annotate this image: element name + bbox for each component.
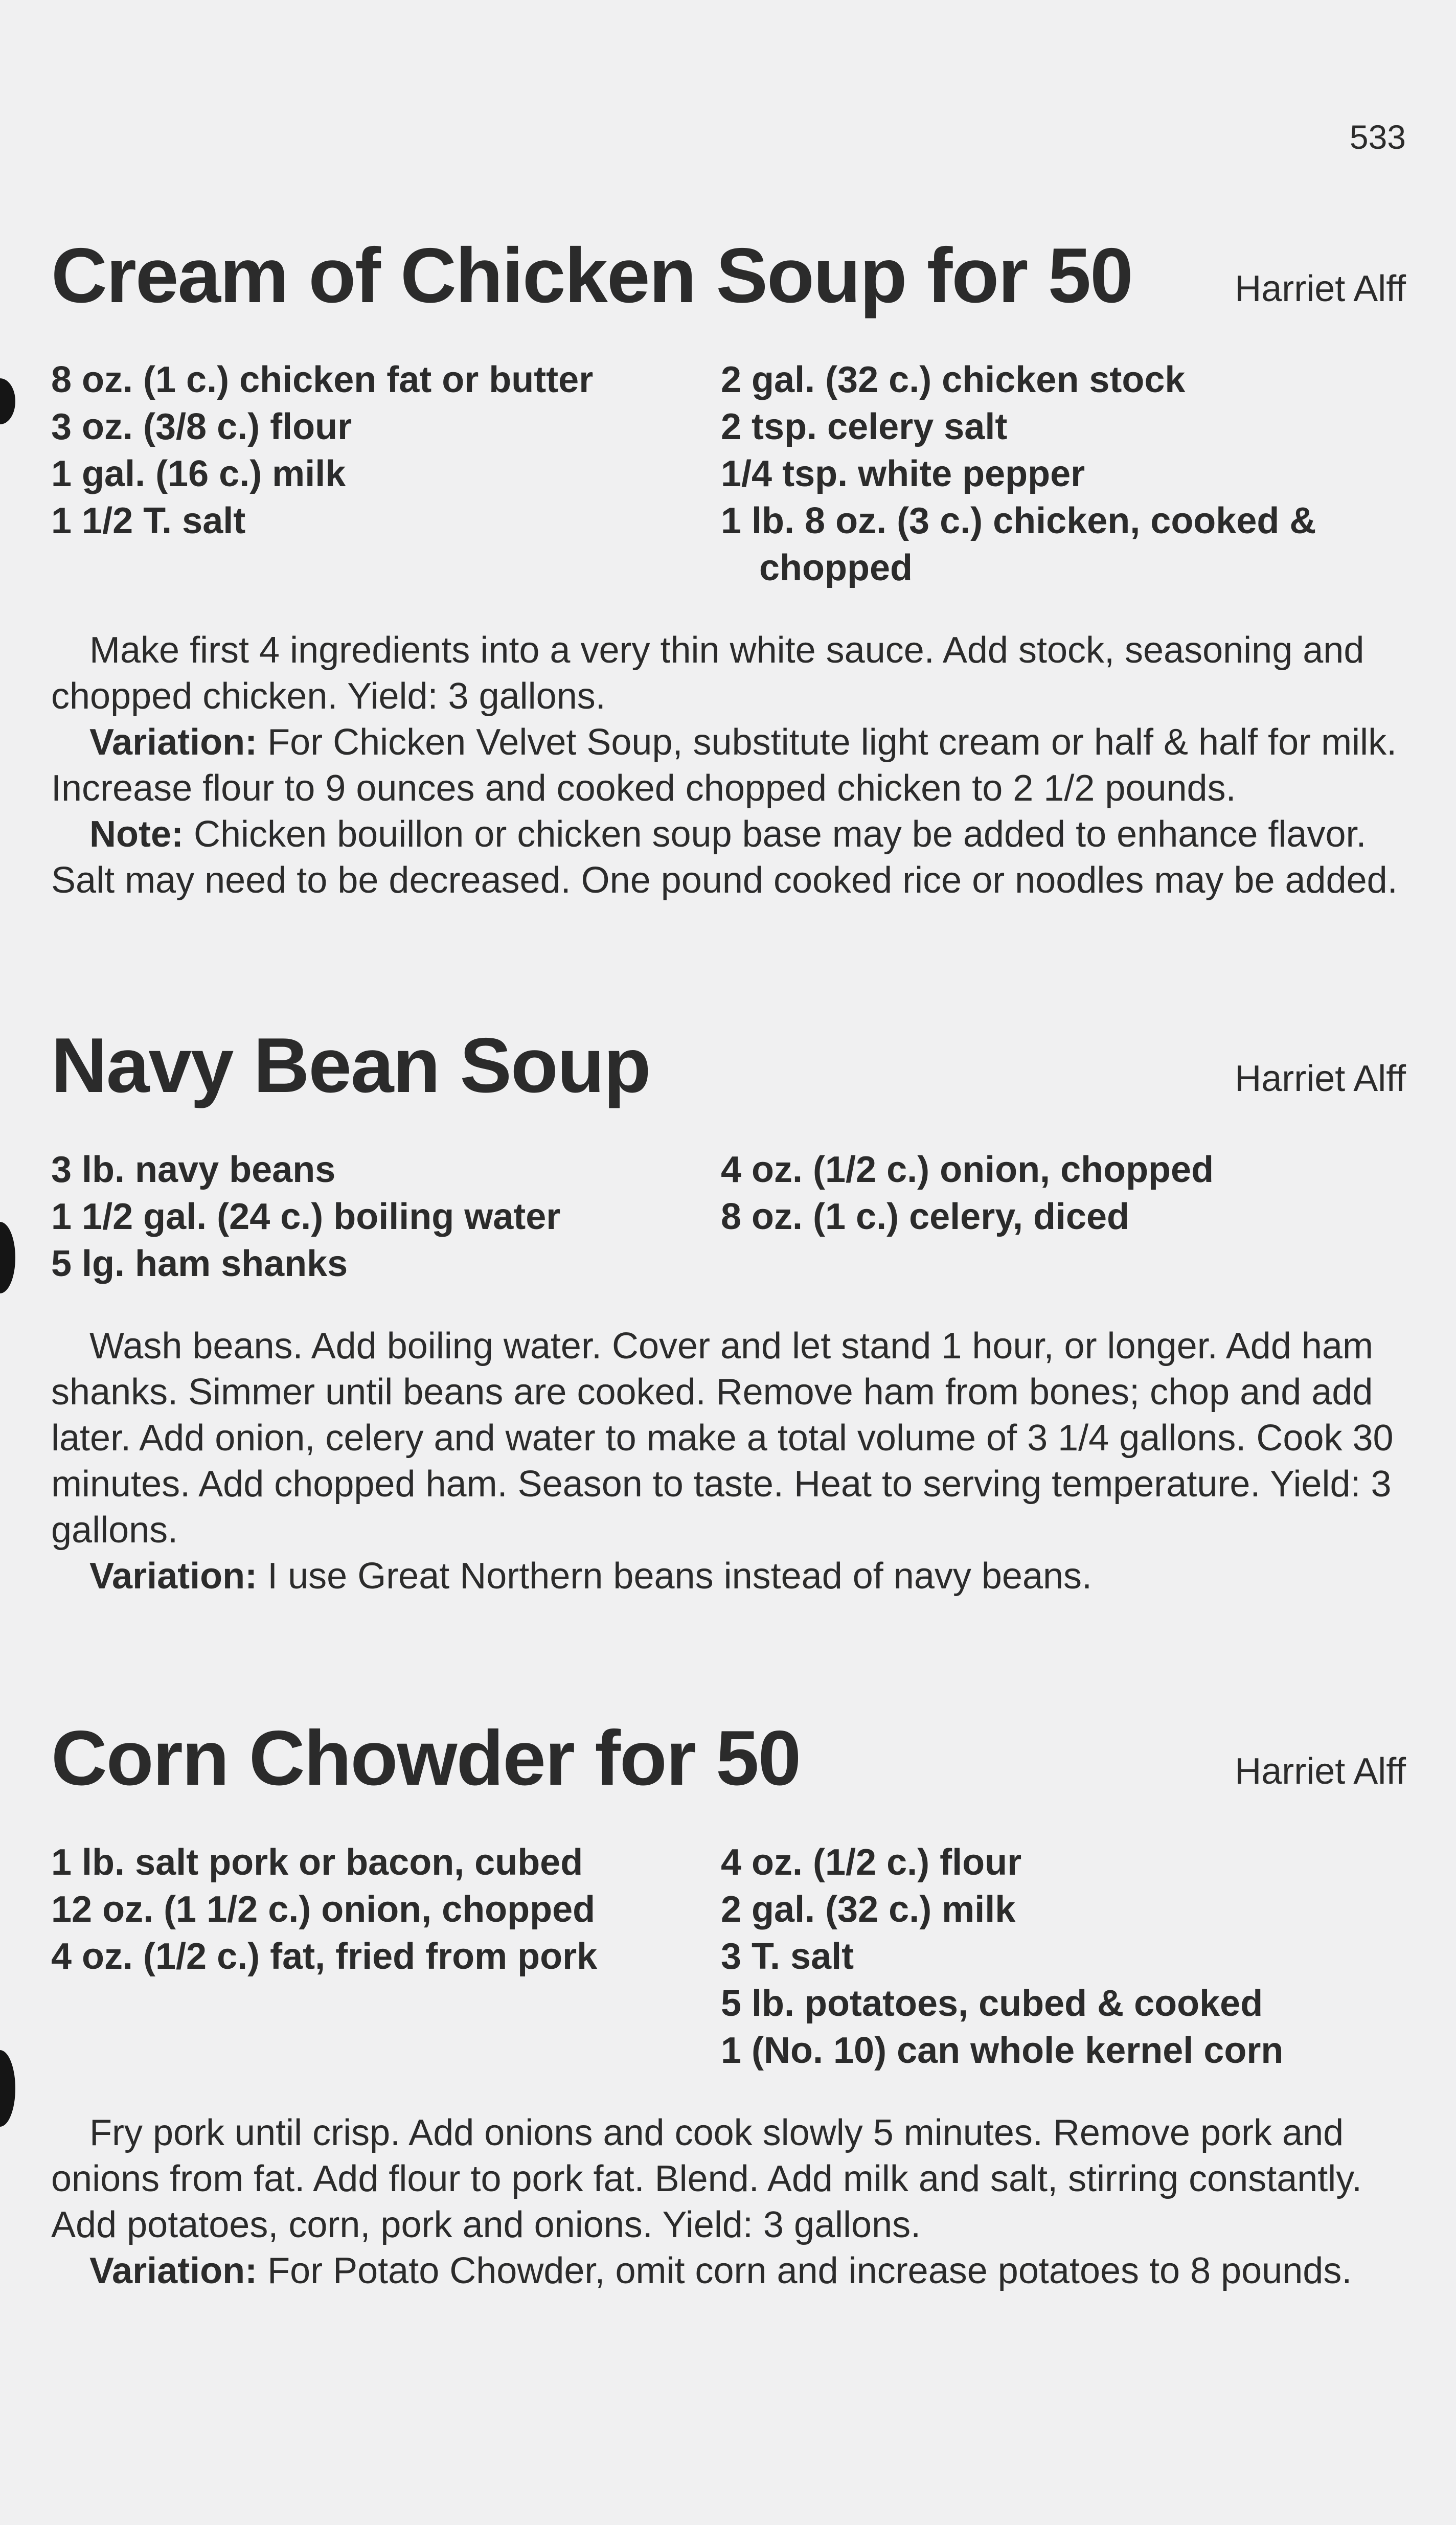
variation-paragraph: [51, 719, 1406, 811]
directions-text: Fry pork until crisp. Add onions and cook slowly 5 minutes. Remove pork and onions from fat. Add flour to pork fat. Blend. Add milk and salt, stirring constantly. Add potatoes, corn, pork and onions. Yield: 3 gallons.: [51, 2112, 1362, 2245]
ingredient-item: 2 gal. (32 c.) chicken stock: [721, 359, 1186, 400]
recipe-directions: [51, 627, 1406, 903]
recipe-directions: [51, 2110, 1406, 2294]
binding-hole-mark: [0, 1222, 15, 1293]
recipe-title: Navy Bean Soup: [51, 1022, 650, 1109]
variation-label: Variation:: [89, 1556, 258, 1597]
ingredient-item: 1 gal. (16 c.) milk: [51, 453, 346, 494]
ingredient-list: [51, 356, 1406, 592]
recipe-author: Harriet Alff: [1235, 1751, 1406, 1792]
variation-label: Variation:: [89, 2250, 258, 2291]
ingredient-item: 5 lb. potatoes, cubed & cooked: [721, 1983, 1263, 2024]
ingredient-item: 4 oz. (1/2 c.) flour: [721, 1842, 1022, 1883]
variation-text: I use Great Northern beans instead of navy beans.: [267, 1556, 1093, 1597]
ingredient-item: 4 oz. (1/2 c.) fat, fried from pork: [51, 1936, 598, 1977]
ingredient-list: [51, 1839, 1406, 2074]
binding-hole-mark: [0, 2050, 15, 2127]
ingredient-item: 3 lb. navy beans: [51, 1149, 336, 1190]
ingredient-item: 1/4 tsp. white pepper: [721, 453, 1085, 494]
variation-text: For Chicken Velvet Soup, substitute light cream or half & half for milk. Increase flour to 9 ounces and cooked chopped chicken to 2 1/2 pounds.: [51, 722, 1397, 809]
note-text: Chicken bouillon or chicken soup base may be added to enhance flavor. Salt may need to be decreased. One pound cooked rice or noodles may be added.: [51, 814, 1398, 901]
note-label: Note:: [89, 814, 184, 855]
recipe-title: Corn Chowder for 50: [51, 1715, 801, 1802]
variation-paragraph: [51, 1553, 1406, 1599]
ingredient-item: 4 oz. (1/2 c.) onion, chopped: [721, 1149, 1214, 1190]
recipe-author: Harriet Alff: [1235, 268, 1406, 309]
ingredient-item: 2 tsp. celery salt: [721, 406, 1008, 447]
ingredient-item: 3 oz. (3/8 c.) flour: [51, 406, 352, 447]
ingredient-item: 1 (No. 10) can whole kernel corn: [721, 2030, 1284, 2071]
page-number: 533: [1349, 118, 1406, 156]
recipe-title: Cream of Chicken Soup for 50: [51, 232, 1132, 319]
directions-text: Wash beans. Add boiling water. Cover and let stand 1 hour, or longer. Add ham shanks. Simmer until beans are cooked. Remove ham from bones; chop and add later. Add onion, celery and water to make a total volume of 3 1/4 gallons. Cook 30 minutes. Add chopped ham. Season to taste. Heat to serving temperature. Yield: 3 gallons.: [51, 1326, 1394, 1551]
recipe-navy-bean-soup: [51, 1015, 1406, 1599]
ingredient-item: 8 oz. (1 c.) celery, diced: [721, 1196, 1129, 1237]
ingredient-item: 8 oz. (1 c.) chicken fat or butter: [51, 359, 594, 400]
recipe-cream-of-chicken-soup: [51, 225, 1406, 903]
ingredient-item: 12 oz. (1 1/2 c.) onion, chopped: [51, 1889, 596, 1930]
recipe-directions: [51, 1323, 1406, 1599]
variation-text: For Potato Chowder, omit corn and increase potatoes to 8 pounds.: [267, 2250, 1352, 2291]
ingredient-item: 2 gal. (32 c.) milk: [721, 1889, 1016, 1930]
directions-text: Make first 4 ingredients into a very thin white sauce. Add stock, seasoning and chopped chicken. Yield: 3 gallons.: [51, 630, 1364, 717]
recipe-author: Harriet Alff: [1235, 1058, 1406, 1099]
ingredient-list: [51, 1146, 1406, 1287]
binding-hole-mark: [0, 378, 15, 424]
variation-paragraph: [51, 2248, 1406, 2294]
ingredient-item: 3 T. salt: [721, 1936, 854, 1977]
recipe-corn-chowder: [51, 1708, 1406, 2294]
ingredient-item: 1 lb. 8 oz. (3 c.) chicken, cooked & chopped: [721, 501, 1316, 588]
note-paragraph: [51, 811, 1406, 903]
variation-label: Variation:: [89, 722, 258, 763]
ingredient-item: 1 1/2 T. salt: [51, 501, 246, 541]
ingredient-item: 1 lb. salt pork or bacon, cubed: [51, 1842, 583, 1883]
ingredient-item: 1 1/2 gal. (24 c.) boiling water: [51, 1196, 561, 1237]
ingredient-item: 5 lg. ham shanks: [51, 1243, 348, 1284]
